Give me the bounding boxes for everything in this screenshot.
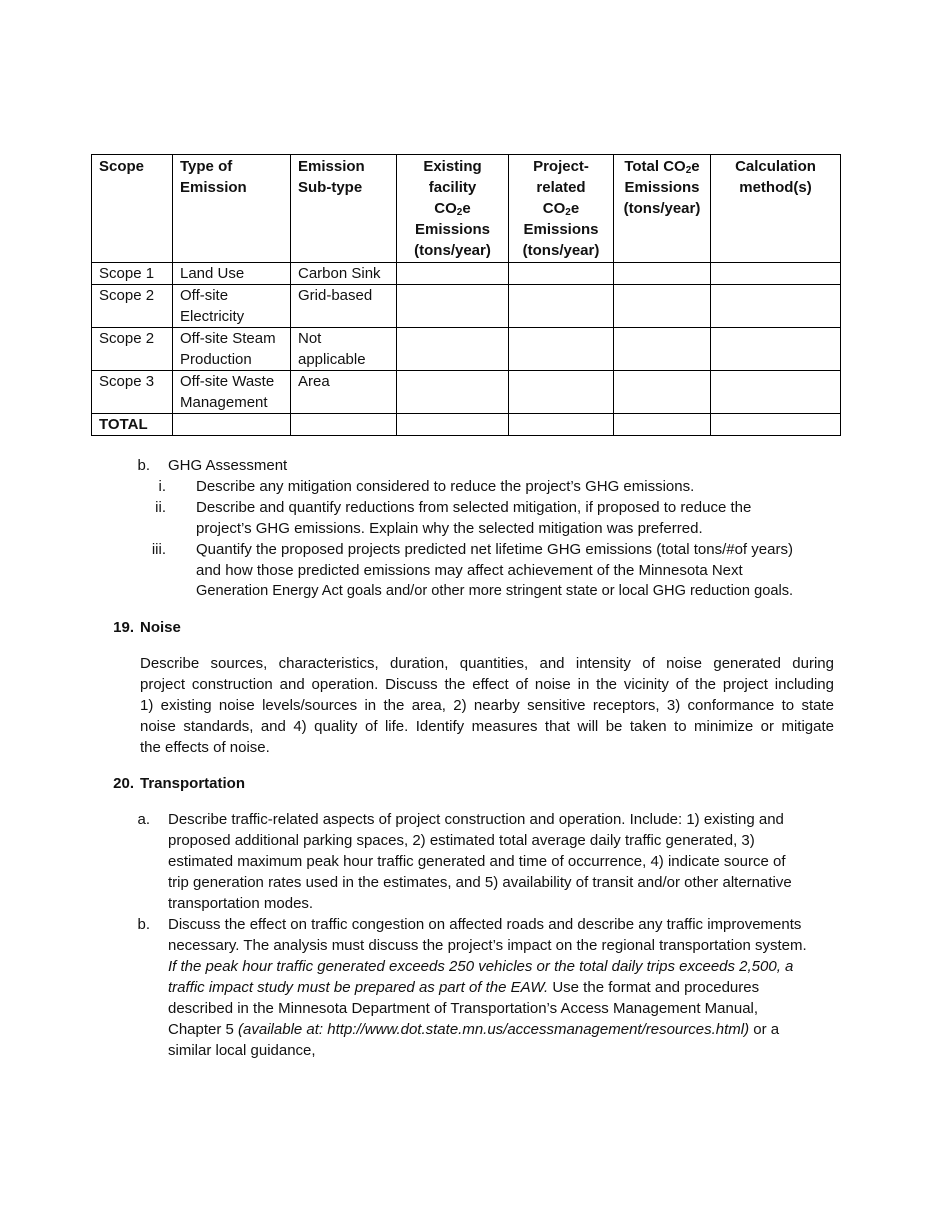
paragraph-line: proposed additional parking spaces, 2) estimated total average daily traffic generated, 3): [168, 832, 755, 849]
cell-empty: [509, 414, 614, 436]
cell-empty: [291, 414, 397, 436]
paragraph-line: Describe traffic-related aspects of project construction and operation. Include: 1) existing and: [168, 811, 784, 828]
noise-section: [0, 617, 950, 762]
cell-empty: [397, 414, 509, 436]
cell-subtype: Carbon Sink: [291, 263, 397, 285]
list-item: and how those predicted emissions may affect achievement of the Minnesota Next: [196, 562, 743, 579]
list-item: Describe any mitigation considered to reduce the project’s GHG emissions.: [196, 478, 695, 495]
cell-type: Off-site Electricity: [173, 285, 291, 328]
table-row: [92, 263, 841, 285]
cell-method: [711, 371, 841, 414]
cell-existing: [397, 263, 509, 285]
cell-subtype: Area: [291, 371, 397, 414]
cell-empty: [173, 414, 291, 436]
cell-project: [509, 263, 614, 285]
table-header-row: [92, 155, 841, 263]
cell-project: [509, 328, 614, 371]
cell-method: [711, 285, 841, 328]
list-item: Quantify the proposed projects predicted net lifetime GHG emissions (total tons/#of years): [196, 541, 793, 558]
ghg-emissions-table: [91, 154, 841, 436]
paragraph-line: necessary. The analysis must discuss the project’s impact on the regional transportation system.: [168, 937, 807, 954]
list-item: Generation Energy Act goals and/or other more stringent state or local GHG reduction goals.: [196, 583, 794, 599]
noise-paragraph: [140, 653, 834, 758]
header-emission-subtype: Emission Sub-type: [291, 155, 397, 263]
cell-scope: Scope 1: [92, 263, 173, 285]
list-item: project’s GHG emissions. Explain why the selected mitigation was preferred.: [196, 520, 703, 537]
header-total-emissions: Total $CO_2e$ Emissions (tons/year): [614, 155, 711, 263]
cell-scope: Scope 2: [92, 285, 173, 328]
paragraph-line: If the peak hour traffic generated exceeds 250 vehicles or the total daily trips exceeds 2,500, a: [168, 958, 794, 975]
header-project-related-emissions: Project- related $CO_2e$ Emissions (tons/year): [509, 155, 614, 263]
table-row: [92, 285, 841, 328]
list-item: Describe and quantify reductions from selected mitigation, if proposed to reduce the: [196, 499, 752, 516]
paragraph-line: transportation modes.: [168, 895, 314, 912]
cell-empty: [614, 414, 711, 436]
section-number: 19.: [113, 619, 134, 636]
cell-project: [509, 285, 614, 328]
table-row: [92, 328, 841, 371]
paragraph-line: similar local guidance,: [168, 1042, 316, 1059]
paragraph-line: Describe sources, characteristics, duration, quantities, and intensity of noise generated during: [140, 655, 834, 672]
header-type-of-emission: Type of Emission: [173, 155, 291, 263]
section-number: 20.: [113, 775, 134, 792]
cell-subtype: Not applicable: [291, 328, 397, 371]
cell-existing: [397, 285, 509, 328]
paragraph-line: Chapter 5 (available at: http://www.dot.state.mn.us/accessmanagement/resources.html) or a: [168, 1021, 780, 1038]
list-marker: iii.: [151, 541, 166, 558]
cell-empty: [711, 414, 841, 436]
cell-total: [614, 371, 711, 414]
header-existing-facility-emissions: Existing facility $CO_2e$ Emissions (tons/year): [397, 155, 509, 263]
transportation-item-a: [168, 809, 848, 914]
header-scope: Scope: [92, 155, 173, 263]
table-total-row: [92, 414, 841, 436]
cell-project: [509, 371, 614, 414]
section-title: GHG Assessment: [168, 457, 288, 474]
list-marker: ii.: [155, 499, 166, 516]
section-title: Noise: [140, 619, 181, 636]
list-marker: b.: [137, 457, 150, 474]
paragraph-line: 1) existing noise levels/sources in the area, 2) nearby sensitive receptors, 3) conformance to state: [140, 697, 834, 714]
list-marker: i.: [158, 478, 166, 495]
paragraph-line: the effects of noise.: [140, 739, 270, 756]
paragraph-line: estimated maximum peak hour traffic generated and time of occurrence, 4) indicate source of: [168, 853, 786, 870]
transportation-item-b: [168, 914, 848, 1061]
paragraph-line: trip generation rates used in the estimates, and 5) availability of transit and/or other alternative: [168, 874, 792, 891]
table-row: [92, 371, 841, 414]
ghg-assessment-section: [0, 455, 950, 605]
cell-scope: Scope 2: [92, 328, 173, 371]
cell-total: [614, 285, 711, 328]
cell-type: Off-site Steam Production: [173, 328, 291, 371]
cell-total: [614, 328, 711, 371]
section-title: Transportation: [140, 775, 246, 792]
cell-existing: [397, 371, 509, 414]
header-calculation-methods: Calculation method(s): [711, 155, 841, 263]
cell-type: Off-site Waste Management: [173, 371, 291, 414]
paragraph-line: traffic impact study must be prepared as part of the EAW. Use the format and procedures: [168, 979, 760, 996]
paragraph-line: noise standards, and 4) quality of life. Identify measures that will be taken to minimize or mitigate: [140, 718, 834, 735]
cell-scope: Scope 3: [92, 371, 173, 414]
paragraph-line: project construction and operation. Discuss the effect of noise in the vicinity of the project including: [140, 676, 834, 693]
paragraph-line: Discuss the effect on traffic congestion on affected roads and describe any traffic improvements: [168, 916, 802, 933]
cell-method: [711, 328, 841, 371]
paragraph-line: described in the Minnesota Department of Transportation’s Access Management Manual,: [168, 1000, 759, 1017]
transportation-section: [0, 773, 950, 1073]
list-marker: b.: [137, 916, 150, 933]
cell-subtype: Grid-based: [291, 285, 397, 328]
list-marker: a.: [137, 811, 150, 828]
cell-total-label: TOTAL: [92, 414, 173, 436]
cell-existing: [397, 328, 509, 371]
cell-type: Land Use: [173, 263, 291, 285]
cell-total: [614, 263, 711, 285]
cell-method: [711, 263, 841, 285]
